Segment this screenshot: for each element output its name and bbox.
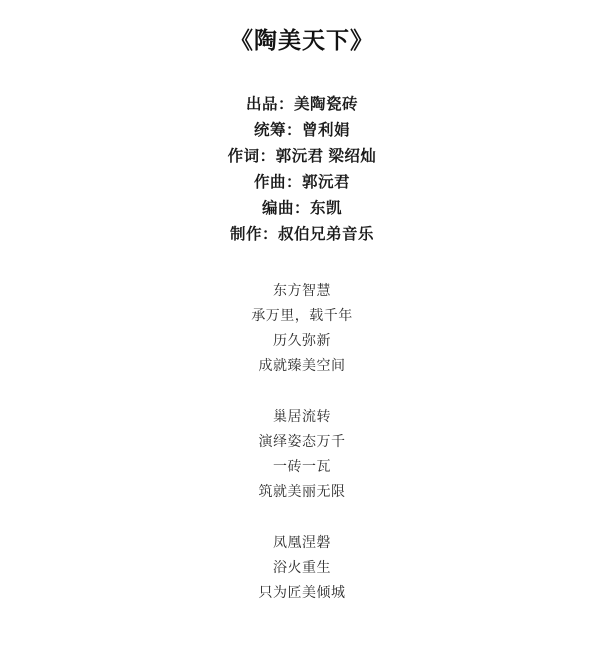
lyric-line: 浴火重生 bbox=[273, 559, 331, 575]
lyric-line: 一砖一瓦 bbox=[273, 458, 331, 474]
credit-line: 出品：美陶瓷砖 bbox=[245, 96, 358, 113]
lyric-line: 成就臻美空间 bbox=[258, 357, 346, 373]
credit-line: 统筹：曾利娟 bbox=[253, 122, 350, 139]
lyric-line: 承万里，载千年 bbox=[251, 307, 353, 323]
credit-line: 制作：叔伯兄弟音乐 bbox=[229, 226, 374, 243]
lyrics-stanza bbox=[0, 404, 604, 504]
lyric-line: 东方智慧 bbox=[273, 282, 331, 298]
credit-line: 作曲：郭沅君 bbox=[253, 174, 350, 191]
lyric-line: 演绎姿态万千 bbox=[258, 433, 346, 449]
lyrics-stanza bbox=[0, 530, 604, 605]
lyric-line: 巢居流转 bbox=[273, 408, 331, 424]
page-title: 《陶美天下》 bbox=[230, 27, 374, 53]
lyrics-document bbox=[0, 24, 604, 657]
credits-block bbox=[0, 92, 604, 248]
lyrics-stanza bbox=[0, 278, 604, 378]
lyric-line: 历久弥新 bbox=[273, 332, 331, 348]
lyric-line: 筑就美丽无限 bbox=[258, 483, 346, 499]
credit-line: 作词：郭沅君 梁绍灿 bbox=[227, 148, 377, 165]
lyric-line: 凤凰涅磐 bbox=[273, 534, 331, 550]
credit-line: 编曲：东凯 bbox=[261, 200, 342, 217]
lyrics-block bbox=[0, 278, 604, 605]
lyric-line: 只为匠美倾城 bbox=[258, 584, 346, 600]
